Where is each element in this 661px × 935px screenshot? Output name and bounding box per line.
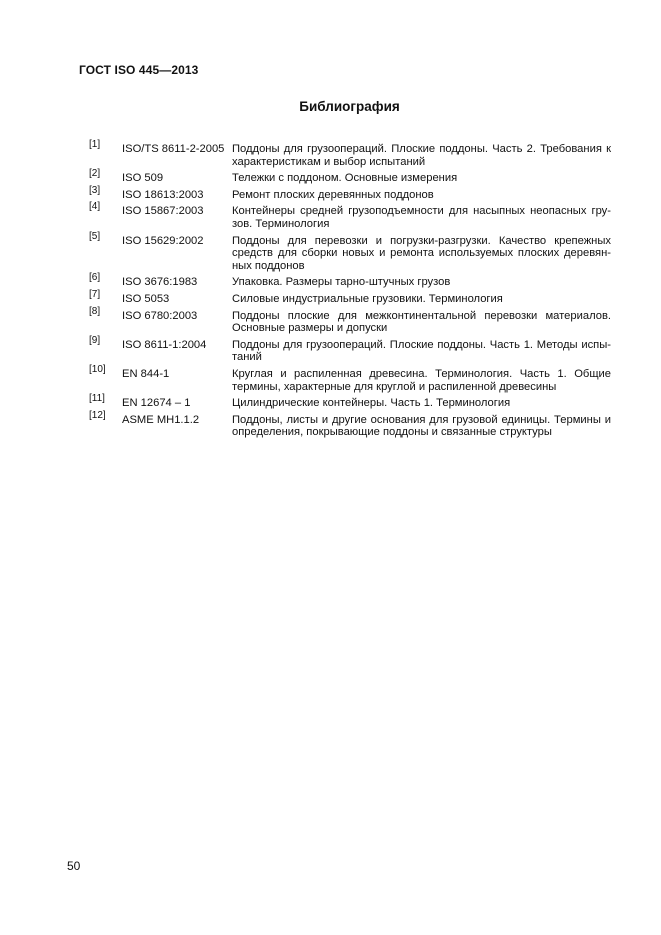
entry-number: [12] bbox=[89, 409, 106, 421]
bibliography-entry-4 bbox=[89, 201, 611, 230]
standard-title: Тележки с поддоном. Основные измерения bbox=[232, 172, 458, 185]
standard-code: ISO 15867:2003 bbox=[122, 205, 204, 218]
bibliography-entry-8 bbox=[89, 305, 611, 335]
entry-number: [8] bbox=[89, 305, 101, 317]
bibliography-entry-11 bbox=[89, 393, 611, 410]
entry-number: [1] bbox=[89, 139, 101, 150]
standard-code: ISO 5053 bbox=[122, 292, 170, 305]
bibliography-entry-9 bbox=[89, 334, 611, 364]
bibliography-entry-1 bbox=[89, 139, 611, 168]
bibliography-entry-12 bbox=[89, 409, 611, 439]
standard-code: ISO 15629:2002 bbox=[122, 234, 204, 247]
entry-number: [5] bbox=[89, 230, 101, 242]
bibliography-entry-7 bbox=[89, 288, 611, 306]
standard-code: ISO 3676:1983 bbox=[122, 276, 198, 289]
entry-number: [3] bbox=[89, 184, 101, 196]
standard-code: ISO 8611-1:2004 bbox=[122, 338, 207, 351]
bibliography-list bbox=[89, 139, 611, 443]
standard-title: Ремонт плоских деревянных поддонов bbox=[232, 188, 434, 201]
standard-title: Поддоны для перевозки и погрузки-разгрузки. Качество крепежных средств для сборки новых и ремонта используемых плоских деревян-ных поддонов bbox=[232, 234, 611, 272]
entry-number: [7] bbox=[89, 288, 101, 300]
standard-title: Поддоны, листы и другие основания для грузовой единицы. Термины и определения, покрывающие поддоны и связанные структуры bbox=[232, 413, 611, 439]
entry-number: [4] bbox=[89, 201, 101, 213]
standard-code: EN 844-1 bbox=[122, 367, 170, 380]
standard-code: EN 12674 – 1 bbox=[122, 397, 191, 410]
page-title: Библиография bbox=[299, 99, 400, 114]
entry-number: [6] bbox=[89, 272, 101, 284]
standard-title: Упаковка. Размеры тарно-штучных грузов bbox=[232, 276, 451, 289]
standard-code: ISO 18613:2003 bbox=[122, 188, 204, 201]
standard-code: ISO 6780:2003 bbox=[122, 309, 198, 322]
standard-title: Поддоны для грузоопераций. Плоские поддоны. Часть 2. Требования к характеристикам и выбор испытаний bbox=[232, 143, 611, 168]
entry-number: [11] bbox=[89, 393, 105, 405]
standard-code: ISO 509 bbox=[122, 172, 164, 185]
entry-number: [9] bbox=[89, 334, 101, 346]
bibliography-entry-2 bbox=[89, 168, 611, 185]
document-header: ГОСТ ISO 445—2013 bbox=[79, 63, 199, 77]
standard-title: Силовые индустриальные грузовики. Терминология bbox=[232, 292, 503, 305]
page-number: 50 bbox=[67, 859, 81, 873]
entry-number: [2] bbox=[89, 168, 101, 180]
standard-code: ASME MH1.1.2 bbox=[122, 413, 200, 426]
standard-title: Поддоны плоские для межконтинентальной перевозки материалов. Основные размеры и допуски bbox=[232, 309, 611, 335]
standard-title: Поддоны для грузоопераций. Плоские поддоны. Часть 1. Методы испы-таний bbox=[232, 338, 611, 364]
bibliography-entry-3 bbox=[89, 184, 611, 202]
standard-title: Круглая и распиленная древесина. Терминология. Часть 1. Общие термины, характерные для круглой и распиленной древесины bbox=[232, 367, 611, 393]
bibliography-entry-10 bbox=[89, 363, 611, 393]
standard-code: ISO/TS 8611-2-2005 bbox=[122, 143, 225, 155]
standard-title: Цилиндрические контейнеры. Часть 1. Терминология bbox=[232, 397, 511, 410]
bibliography-entry-5 bbox=[89, 230, 611, 273]
standard-title: Контейнеры средней грузоподъемности для насыпных неопасных гру-зов. Терминология bbox=[232, 205, 611, 230]
bibliography-entry-6 bbox=[89, 272, 611, 289]
entry-number: [10] bbox=[89, 363, 106, 375]
